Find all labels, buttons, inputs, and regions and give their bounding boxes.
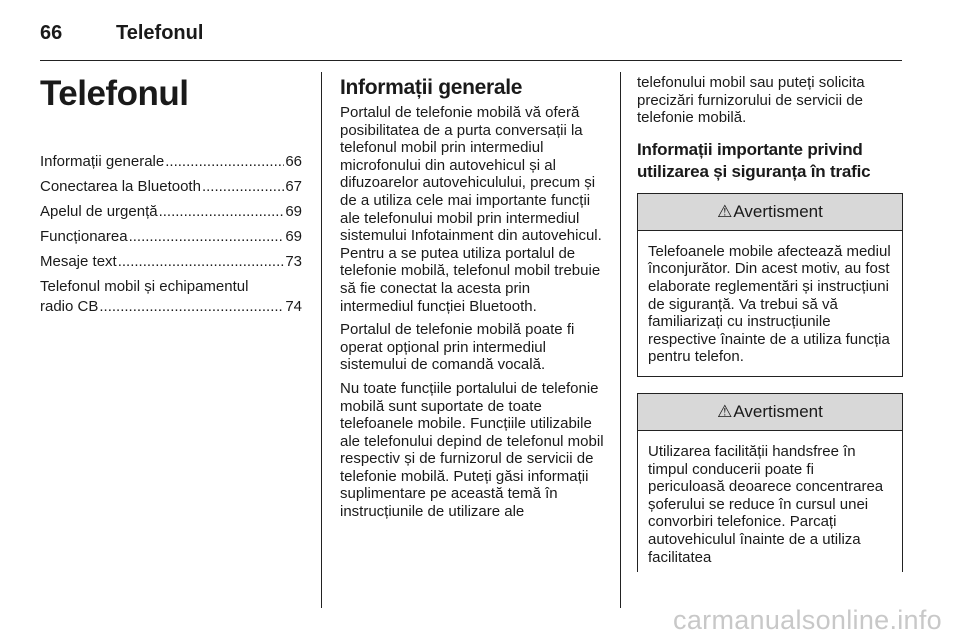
toc-entry-label: Apelul de urgență	[40, 203, 158, 220]
chapter-title: Telefonul	[40, 74, 189, 113]
right-column	[637, 74, 903, 572]
toc-column	[40, 74, 302, 322]
toc-entry[interactable]	[40, 177, 302, 197]
toc-leader-dots	[165, 152, 284, 172]
body-paragraph-continued: telefonului mobil sau puteți solicita precizări furnizorului de servicii de telefonie mobilă.	[637, 74, 865, 127]
page-header	[40, 18, 203, 48]
main-column	[340, 74, 606, 527]
header-rule	[40, 60, 902, 61]
warning-header	[638, 194, 902, 231]
toc-entry-page: 67	[285, 178, 302, 195]
toc-leader-dots	[129, 227, 285, 247]
toc-entry[interactable]	[40, 252, 302, 272]
warning-text: Telefoanele mobile afectează mediul înconjurător. Din acest motiv, au fost elaborate reglementări și instrucțiuni de siguranță. Va trebui să vă familiarizați cu instrucțiunile respective înainte de a utiliza funcția pentru telefon.	[648, 242, 891, 366]
warning-body	[638, 231, 902, 376]
toc-entry-page: 69	[285, 203, 302, 220]
toc-entry-page: 73	[285, 253, 302, 270]
warning-box	[637, 193, 903, 377]
warning-box	[637, 393, 903, 572]
subsection-heading: Informații importante privind utilizarea și siguranța în trafic	[637, 139, 871, 181]
toc-entry-page: 66	[285, 153, 302, 170]
page-number: 66	[40, 21, 63, 44]
table-of-contents	[40, 152, 302, 317]
toc-leader-dots	[159, 202, 285, 222]
warning-triangle-icon: ⚠	[717, 201, 733, 221]
column-divider-1	[321, 72, 322, 608]
warning-title: Avertisment	[733, 201, 823, 221]
toc-entry[interactable]	[40, 202, 302, 222]
body-paragraph: Nu toate funcțiile portalului de telefonie mobilă sunt suportate de toate telefoanele mobile. Funcțiile utilizabile ale telefonului depind de telefonul mobil respectiv și de furnizorul de servicii de telefonie mobilă. Puteți găsi informații suplimentare pe această temă în instrucțiunile de utilizare ale	[340, 379, 604, 521]
toc-entry-label: Conectarea la Bluetooth	[40, 178, 201, 195]
toc-entry-label: Funcționarea	[40, 228, 128, 245]
toc-leader-dots	[99, 297, 284, 317]
toc-leader-dots	[202, 177, 284, 197]
column-divider-2	[620, 72, 621, 608]
toc-entry[interactable]	[40, 227, 302, 247]
toc-entry[interactable]	[40, 152, 302, 172]
toc-entry-label: Mesaje text	[40, 253, 117, 270]
warning-title: Avertisment	[733, 401, 823, 421]
toc-entry-page: 74	[285, 298, 302, 315]
site-watermark: carmanualsonline.info	[673, 605, 942, 635]
warning-triangle-icon: ⚠	[717, 401, 733, 421]
toc-entry-page: 69	[285, 228, 302, 245]
body-paragraph: Portalul de telefonie mobilă vă oferă posibilitatea de a purta conversații la telefonul mobil prin intermediul microfonului din autovehicul și al difuzoarelor autovehiculului, precum și de a utiliza cele mai importante funcții ale telefonului mobil prin intermediul sistemului Infotainment din autovehicul. Pentru a se putea utiliza portalul de telefonie mobilă, telefonul mobil trebuie să fie conectat la acesta prin intermediul funcției Bluetooth.	[340, 104, 602, 315]
toc-leader-dots	[118, 252, 285, 272]
running-title: Telefonul	[116, 21, 204, 44]
body-paragraph: Portalul de telefonie mobilă poate fi operat opțional prin intermediul sistemului de comandă vocală.	[340, 321, 575, 374]
section-heading: Informații generale	[340, 76, 523, 99]
warning-text: Utilizarea facilității handsfree în timpul conducerii poate fi periculoasă deoarece concentrarea șoferului se reduce în cursul unei convorbiri telefonice. Parcați autovehiculul înainte de a utiliza facilitatea	[648, 442, 884, 566]
toc-entry-label-cont: radio CB	[40, 298, 99, 315]
toc-entry-label: Informații generale	[40, 153, 165, 170]
toc-entry-label: Telefonul mobil și echipamentul	[40, 278, 249, 295]
warning-header	[638, 394, 902, 431]
warning-body	[638, 431, 902, 572]
toc-entry[interactable]	[40, 277, 302, 317]
